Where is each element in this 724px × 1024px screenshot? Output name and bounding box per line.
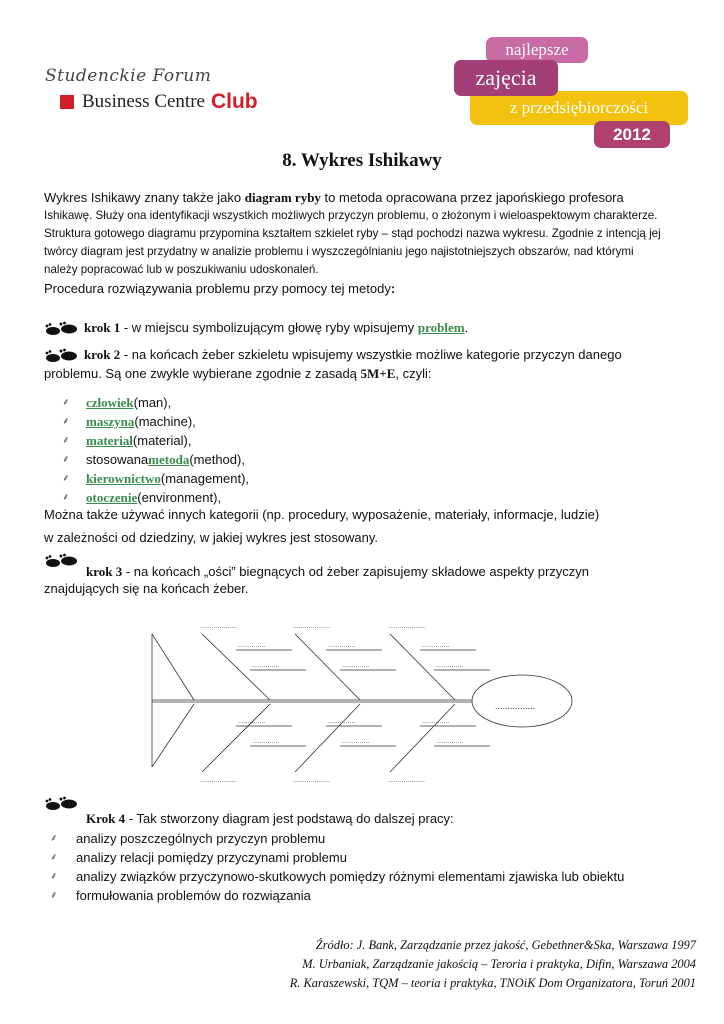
- page-title: 8. Wykres Ishikawy: [282, 150, 442, 171]
- badge-najlepsze: najlepsze: [486, 37, 588, 63]
- footprint-icon: [44, 796, 80, 812]
- intro-colon: :: [390, 281, 396, 296]
- logo-club-text: Club: [210, 90, 258, 113]
- list-item-post: (environment),: [137, 490, 222, 505]
- step-4-line: [44, 796, 644, 824]
- step-1-text: - w miejscu symbolizującym głowę ryby wpisujemy: [120, 320, 418, 335]
- step-3-text: - na końcach „ości” biegnących od żeber zapisujemy składowe aspekty przyczyn: [122, 564, 590, 579]
- list-item: [62, 431, 249, 450]
- cause-slot: ..............: [342, 738, 370, 745]
- link-metoda[interactable]: metoda: [148, 452, 190, 467]
- intro-line-4: twórcy diagram jest przydatny w analizie problemu i wyszczególnianiu jego najistotniejszych obszarów, nad którymi: [44, 245, 634, 258]
- list-item-post: (man),: [133, 395, 172, 410]
- list-item-post: (material),: [132, 433, 192, 448]
- category-slot: ...................: [293, 777, 330, 784]
- source-2: M. Urbaniak, Zarządzanie jakością – Teroria i praktyka, Difin, Warszawa 2004: [302, 957, 696, 971]
- step-2: [44, 345, 704, 383]
- logo-business-centre-club: [60, 90, 258, 114]
- intro-line-1: [44, 188, 714, 207]
- intro-bold-term: diagram ryby: [244, 190, 321, 205]
- step-4-list: [50, 829, 624, 905]
- cause-slot: ..............: [422, 718, 450, 725]
- list-item-post: (machine),: [134, 414, 196, 429]
- step-2-line-2: [44, 364, 704, 383]
- footprint-icon: [44, 553, 80, 569]
- list-item-post: (management),: [160, 471, 250, 486]
- category-slot: ...................: [200, 777, 237, 784]
- step-3-line-1: [44, 553, 704, 579]
- cause-slot: ..............: [436, 662, 464, 669]
- cause-slot: ..............: [252, 738, 280, 745]
- cause-slot: ..............: [436, 738, 464, 745]
- bullet-icon: ⸙: [62, 454, 70, 465]
- cause-slot: ..............: [238, 642, 266, 649]
- list-item: [62, 450, 249, 469]
- list-item-text: formułowania problemów do rozwiązania: [76, 888, 311, 903]
- list-item: [50, 848, 624, 867]
- source-1: Źródło: J. Bank, Zarządzanie przez jakość, Gebethner&Ska, Warszawa 1997: [315, 938, 696, 952]
- step-1: [44, 318, 468, 337]
- category-slot: ...................: [388, 777, 425, 784]
- logo-bcc-text: Business Centre: [82, 91, 205, 112]
- footprint-icon: [44, 321, 80, 337]
- link-problem[interactable]: problem: [417, 320, 465, 335]
- list-item: [50, 829, 624, 848]
- step-2-text: problemu. Są one zwykle wybierane zgodnie z zasadą: [44, 366, 361, 381]
- step-1-end: .: [464, 320, 469, 335]
- link-material[interactable]: materiał: [86, 433, 133, 448]
- bullet-icon: ⸙: [50, 871, 58, 882]
- link-otoczenie[interactable]: otoczenie: [86, 490, 138, 505]
- intro-text: Wykres Ishikawy znany także jako: [44, 190, 245, 205]
- step-2-label: krok 2: [84, 347, 121, 362]
- list-item: [50, 867, 624, 886]
- step-1-label: krok 1: [84, 320, 121, 335]
- cause-slot: ..............: [328, 642, 356, 649]
- cause-slot: ..............: [238, 718, 266, 725]
- link-czlowiek[interactable]: człowiek: [86, 395, 134, 410]
- bullet-icon: ⸙: [50, 890, 58, 901]
- step-2-text: - na końcach żeber szkieletu wpisujemy wszystkie możliwe kategorie przyczyn danego: [120, 347, 622, 362]
- intro-text: Procedura rozwiązywania problemu przy pomocy tej metody: [44, 281, 391, 296]
- list-item: [62, 393, 249, 412]
- step-4-label: Krok 4: [86, 811, 126, 826]
- badge-year: 2012: [594, 121, 670, 148]
- logo-studenckie-forum: Studenckie Forum: [45, 66, 212, 86]
- step-3-line-2: znajdujących się na końcach żeber.: [44, 581, 249, 596]
- bullet-icon: ⸙: [62, 435, 70, 446]
- other-categories-line-2: w zależności od dziedziny, w jakiej wykres jest stosowany.: [44, 530, 379, 545]
- intro-text: to metoda opracowana przez japońskiego profesora: [320, 190, 624, 205]
- sources: [290, 936, 696, 993]
- list-item-text: analizy związków przyczynowo-skutkowych pomiędzy różnymi elementami zjawiska lub obiektu: [76, 869, 625, 884]
- category-slot: ...................: [293, 623, 330, 630]
- list-item-text: analizy poszczególnych przyczyn problemu: [76, 831, 326, 846]
- fishbone-diagram: [150, 612, 580, 792]
- list-item-pre: stosowana: [86, 452, 149, 467]
- footprint-icon: [44, 348, 80, 364]
- step-2-end: , czyli:: [395, 366, 432, 381]
- cause-slot: ..............: [252, 662, 280, 669]
- categories-list: [62, 393, 249, 507]
- bullet-icon: ⸙: [62, 473, 70, 484]
- category-slot: ...................: [388, 623, 425, 630]
- tail-fin-bottom: [152, 704, 194, 767]
- intro-line-5: należy popracować lub w poszukiwaniu udoskonaleń.: [44, 263, 319, 276]
- step-4-text: - Tak stworzony diagram jest podstawą do dalszej pracy:: [125, 811, 454, 826]
- intro-line-3: Struktura gotowego diagramu przypomina kształtem szkielet ryby – stąd pochodzi nazwa wykresu. Zgodnie z intencją jej: [44, 227, 661, 240]
- intro-paragraph: [44, 188, 714, 298]
- cause-slot: ..............: [422, 642, 450, 649]
- bullet-icon: ⸙: [50, 852, 58, 863]
- logo-red-square-icon: [60, 95, 74, 109]
- step-4: [44, 796, 644, 824]
- bullet-icon: ⸙: [62, 416, 70, 427]
- step-3: [44, 553, 704, 598]
- bullet-icon: ⸙: [62, 492, 70, 503]
- list-item: [50, 886, 624, 905]
- intro-line-2: Ishikawę. Służy ona identyfikacji wszystkich możliwych przyczyn problemu, o złożonym i wieloaspektowym charakterze.: [44, 209, 658, 222]
- intro-line-6: [44, 279, 714, 298]
- list-item: [62, 412, 249, 431]
- step-3-label: krok 3: [86, 564, 123, 579]
- link-maszyna[interactable]: maszyna: [86, 414, 135, 429]
- source-3: R. Karaszewski, TQM – teoria i praktyka, TNOiK Dom Organizatora, Toruń 2001: [289, 976, 696, 990]
- list-item-text: analizy relacji pomiędzy przyczynami problemu: [76, 850, 347, 865]
- rule-5m-e: 5M+E: [360, 366, 396, 381]
- link-kierownictwo[interactable]: kierownictwo: [86, 471, 161, 486]
- list-item-post: (method),: [189, 452, 245, 467]
- bullet-icon: ⸙: [50, 833, 58, 844]
- cause-slot: ..............: [342, 662, 370, 669]
- bullet-icon: ⸙: [62, 397, 70, 408]
- list-item: [62, 469, 249, 488]
- step-2-line-1: [44, 345, 704, 364]
- badge-zajecia: zajęcia: [454, 60, 558, 96]
- category-slot: ...................: [200, 623, 237, 630]
- tail-fin-top: [152, 634, 194, 700]
- cause-slot: ..............: [328, 718, 356, 725]
- other-categories-line-1: Można także używać innych kategorii (np. procedury, wyposażenie, materiały, informacje, ludzie): [44, 507, 600, 522]
- problem-slot: ................: [495, 701, 536, 711]
- badge-przedsiebiorczosci: z przedsiębiorczości: [470, 91, 688, 125]
